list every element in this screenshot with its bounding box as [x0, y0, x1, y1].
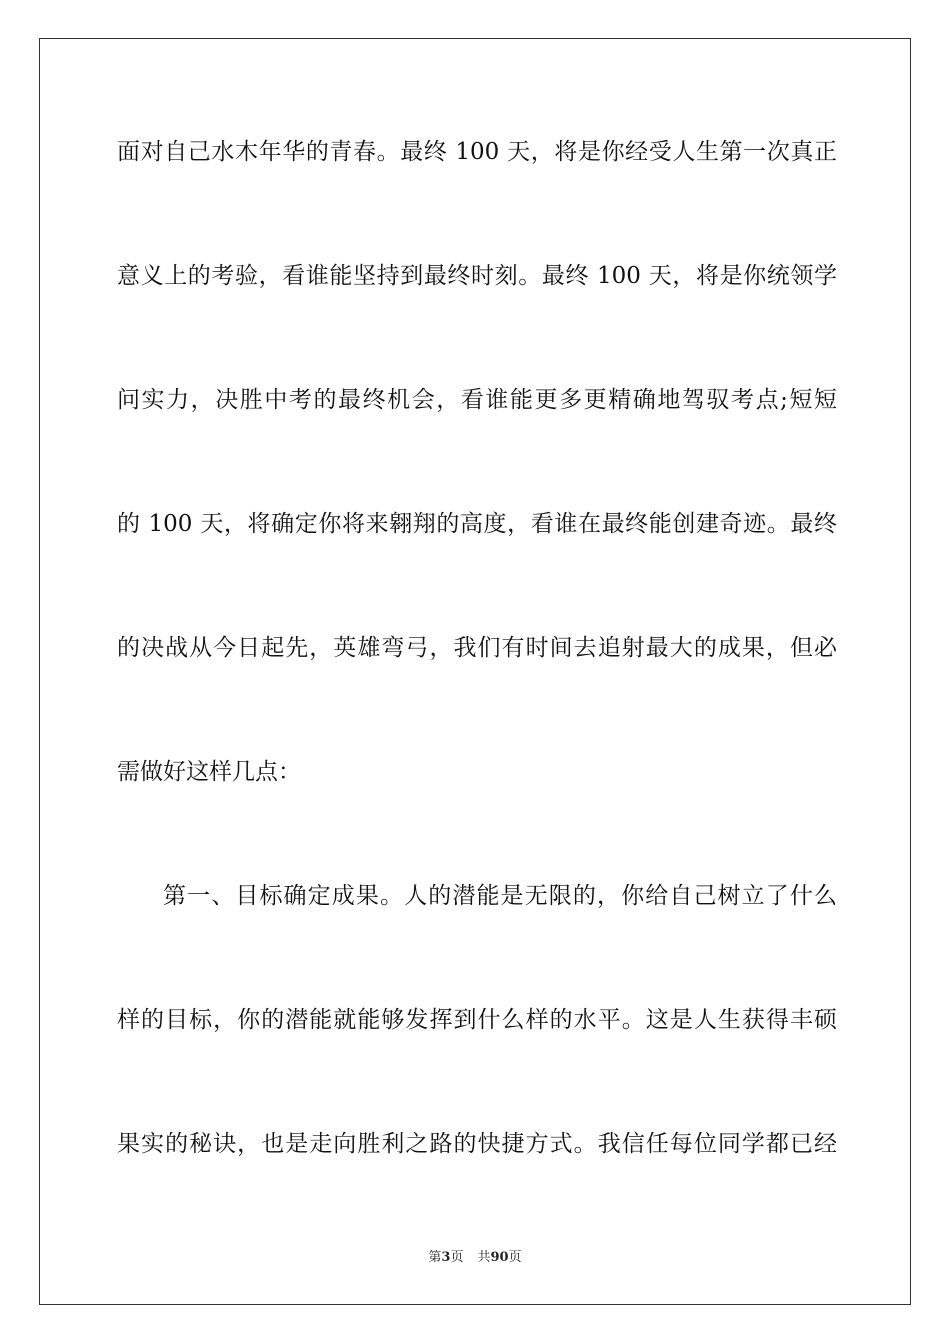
paragraph-line: 的 100 天，将确定你将来翱翔的高度，看谁在最终能创建奇迹。最终 [117, 511, 837, 537]
paragraph-line: 果实的秘诀，也是走向胜利之路的快捷方式。我信任每位同学都已经 [117, 1131, 837, 1157]
paragraph-line: 意义上的考验，看谁能坚持到最终时刻。最终 100 天，将是你统领学 [117, 263, 837, 289]
page-number: 3 [441, 1250, 451, 1265]
paragraph-line: 第一、目标确定成果。人的潜能是无限的，你给自己树立了什么 [163, 883, 837, 909]
page-prefix: 第 [428, 1250, 442, 1265]
paragraph-line: 面对自己水木年华的青春。最终 100 天，将是你经受人生第一次真正 [117, 139, 837, 165]
paragraph-line: 样的目标，你的潜能就能够发挥到什么样的水平。这是人生获得丰硕 [117, 1007, 837, 1033]
total-prefix: 共 [477, 1250, 491, 1265]
paragraph-line: 问实力，决胜中考的最终机会，看谁能更多更精确地驾驭考点;短短 [117, 387, 837, 413]
total-suffix: 页 [508, 1250, 522, 1265]
page-suffix: 页 [450, 1250, 464, 1265]
paragraph-line: 需做好这样几点： [117, 759, 301, 785]
total-pages: 90 [490, 1250, 509, 1265]
paragraph-line: 的决战从今日起先，英雄弯弓，我们有时间去追射最大的成果，但必 [117, 635, 837, 661]
page-footer [0, 1246, 950, 1265]
